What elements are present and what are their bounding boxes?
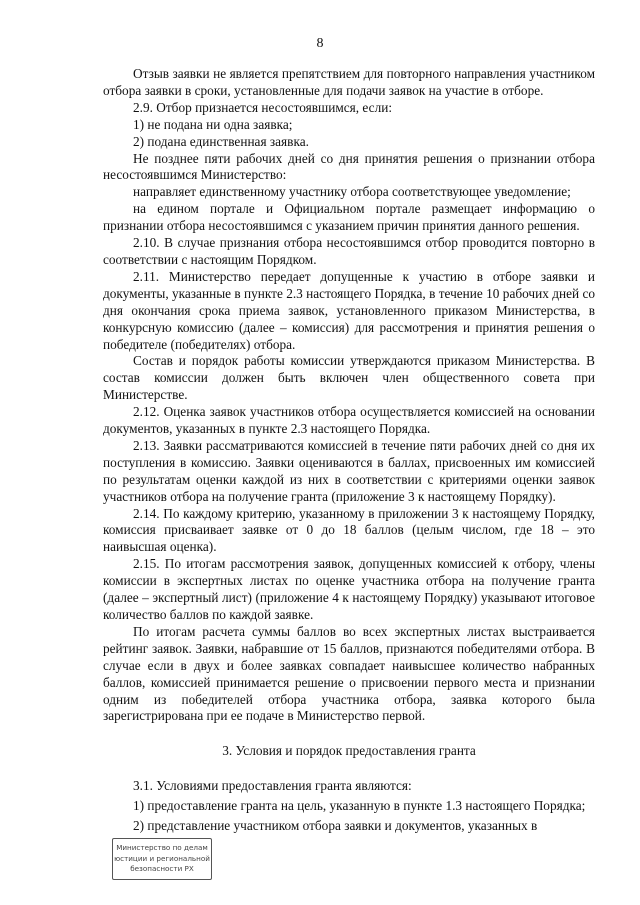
list-item-2-9-2: 2) подана единственная заявка. (133, 133, 309, 149)
stamp-line: юстиции и региональной (114, 853, 210, 863)
paragraph-3-1: 3.1. Условиями предоставления гранта являются: (133, 778, 412, 794)
paragraph-2-15: 2.15. По итогам рассмотрения заявок, допущенных комиссией к отбору, члены комиссии в экспертных листах по оценке участника отбора на получение гранта (далее – экспертный лист) (приложение 4 к настоящему Порядку) указывают итоговое количество баллов по каждой заявке. (103, 556, 595, 622)
paragraph-2-14: 2.14. По каждому критерию, указанному в приложении 3 к настоящему Порядку, комиссия присваивает заявке от 0 до 18 баллов (целым числом, где 18 – это наивысшая оценка). (103, 505, 595, 555)
list-item-2-9-1: 1) не подана ни одна заявка; (133, 116, 293, 132)
paragraph-withdrawal: Отзыв заявки не является препятствием для повторного направления участником отбора заявки в сроки, установленные для подачи заявок на участие в отборе. (103, 66, 595, 98)
ministry-stamp (112, 838, 212, 880)
paragraph-2-13: 2.13. Заявки рассматриваются комиссией в течение пяти рабочих дней со дня их поступления в комиссию. Заявки оцениваются в баллах, присвоенных им комиссией по результатам оценки каждой из них в соответствии с критериями оценки заявок участников отбора на получение гранта (приложение 3 к настоящему Порядку). (103, 437, 595, 504)
paragraph-deadline: Не позднее пяти рабочих дней со дня принятия решения о признании отбора несостоявшимся Министерство: (103, 150, 595, 183)
list-item-3-1-1: 1) предоставление гранта на цель, указанную в пункте 1.3 настоящего Порядка; (133, 798, 586, 814)
section-title: 3. Условия и порядок предоставления гранта (222, 743, 476, 759)
stamp-line: Министерство по делам (116, 843, 208, 852)
list-item-3-1-2: 2) представление участником отбора заявки и документов, указанных в (133, 818, 538, 834)
paragraph-2-12: 2.12. Оценка заявок участников отбора осуществляется комиссией на основании документов, указанных в пункте 2.3 настоящего Порядка. (103, 404, 595, 437)
paragraph-2-10: 2.10. В случае признания отбора несостоявшимся отбор проводится повторно в соответствии с настоящим Порядком. (103, 235, 595, 267)
page-number: 8 (316, 36, 324, 51)
paragraph-2-11: 2.11. Министерство передает допущенные к участию в отборе заявки и документы, указанные в пункте 2.3 настоящего Порядка, в течение 10 рабочих дней со дня окончания срока приема заявок, установленного приказом Министерства, в конкурсную комиссию (далее – комиссия) для рассмотрения и принятия решения о победителе (победителях) отбора. (103, 268, 595, 352)
paragraph-2-9: 2.9. Отбор признается несостоявшимся, если: (133, 99, 393, 115)
paragraph-commission: Состав и порядок работы комиссии утверждаются приказом Министерства. В состав комиссии должен быть включен член общественного совета при Министерстве. (103, 353, 595, 403)
paragraph-notification: направляет единственному участнику отбора соответствующее уведомление; (133, 184, 571, 200)
document-body (103, 66, 595, 835)
stamp-line: безопасности РХ (130, 864, 194, 873)
paragraph-portal: на едином портале и Официальном портале размещает информацию о признании отбора несостоявшимся с указанием причин принятия данного решения. (103, 201, 595, 234)
paragraph-rating: По итогам расчета суммы баллов во всех экспертных листах выстраивается рейтинг заявок. Заявки, набравшие от 15 баллов, признаются победителями отбора. В случае если в двух и более заявках совпадает наивысшее количество набранных баллов, комиссией принимается решение о присвоении первого места и признании одним из победителей отбора участника отбора, заявка которого была зарегистрирована при ее подаче в Министерство первой. (103, 623, 595, 724)
